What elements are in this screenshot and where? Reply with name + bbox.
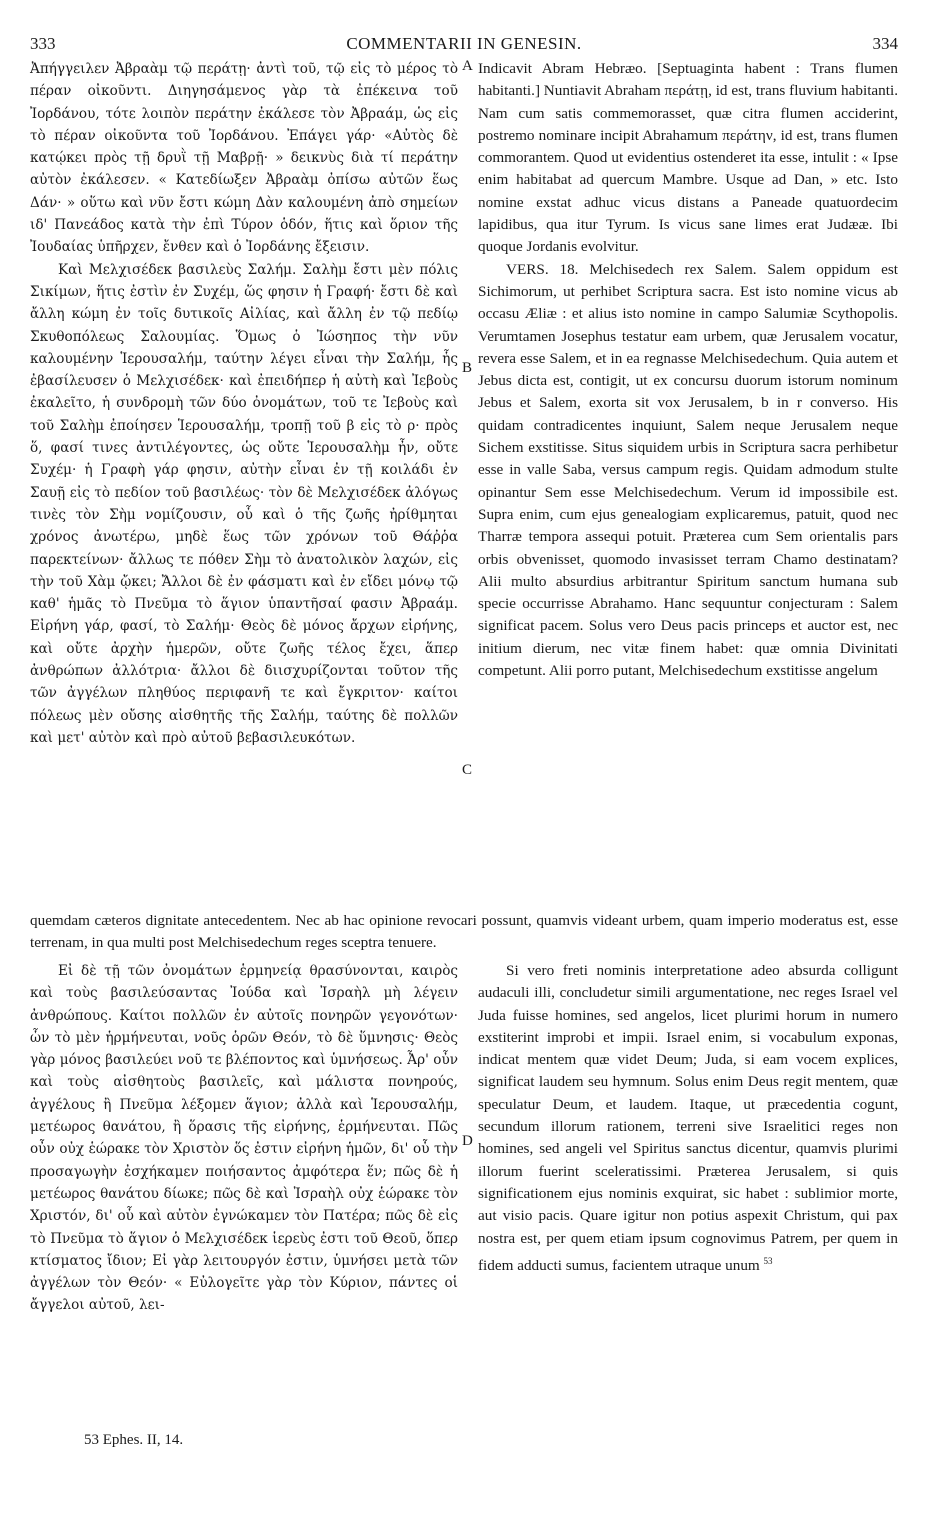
- full-width-latin-lines: quemdam cæteros dignitate antecedentem. Nec ab hac opinione revocari possunt, quamvis videant urbem, quam imperio moderatus est, esse terrenam, in qua multi post Melchisedechum reges sceptra tenuere.: [30, 912, 898, 952]
- footnote: 53 Ephes. II, 14.: [84, 1432, 184, 1448]
- running-header: [30, 34, 898, 58]
- page-number-right: 334: [872, 34, 898, 53]
- greek-column-bottom: [30, 960, 458, 1317]
- latin-column-top: [478, 58, 898, 682]
- page-title: COMMENTARII IN GENESIN.: [346, 34, 582, 53]
- page-number-left: 333: [30, 34, 56, 53]
- greek-paragraph: Εἰ δὲ τῇ τῶν ὀνομάτων ἑρμηνείᾳ θρασύνονται, καιρὸς καὶ τοὺς βασιλεύσαντας Ἰούδα καὶ Ἰσραὴλ μὴ λέγειν ἀνθρώπους. Καίτοι πολλῶν ἐν αὐτοῖς πονηρῶν γεγονότων· ὧν τὸ μὲν ἡρμήνευται, νοῦς ὁρῶν Θεόν, τὸ δὲ ὕμνησις· Θεὸς γὰρ μόνος βασιλεύει νοῦ τε βλέποντος καὶ ὑμνήσεως. Ἆρ' οὖν καὶ τοὺς αἰσθητοὺς βασιλεῖς, καὶ μάλιστα πονηρούς, ἀγγέλους ἢ Πνεῦμα λέξομεν ἅγιον; ἀλλὰ καὶ Ἱερουσαλήμ, μετέωρος θανάτου, ἢ ὅρασις τῆς εἰρήνης, ἑρμήνευται. Πῶς οὖν οὐχ ἑώρακε τὸν Χριστὸν ὅς ἐστιν εἰρήνη ἡμῶν, δι' οὗ τὴν προσαγωγὴν ἐσχήκαμεν ποιήσαντος ἀμφότερα ἕν; πῶς δὲ ἡ μετέωρος θανάτου δίωκε; πῶς δὲ καὶ Ἰσραὴλ οὐχ ἑώρακε τὸν Χριστόν, δι' οὗ καὶ αὐτὸν ἐγνώκαμεν τὸν Πατέρα; πῶς δὲ εἰς τὸ Πνεῦμα τὸ ἅγιον ὁ Μελχισέδεκ ἱερεὺς ἐστι τοῦ Θεοῦ, ὅπερ κτίσματος ἴδιον; Εἰ γὰρ λειτουργόν ἐστιν, ὑμνήσει μετὰ τῶν ἀγγέλων τὸν Θεόν· « Εὐλογεῖτε γὰρ τὸν Κύριον, πάντες οἱ ἄγγελοι αὐτοῦ, λει-: [30, 963, 458, 1314]
- greek-paragraph: Καὶ Μελχισέδεκ βασιλεὺς Σαλήμ. Σαλὴμ ἔστι μὲν πόλις Σικίμων, ἥτις ἐστὶν ἐν Συχέμ, ὥς φησιν ἡ Γραφή· ἔστι δὲ καὶ ἄλλη κώμη ἐν τοῖς δυτικοῖς Αἰλίας, καὶ ἄλλη ἐν τῷ πεδίῳ Σκυθοπόλεως Σαλουμίας. Ὅμως ὁ Ἰώσηπος τὴν νῦν καλουμένην Ἱερουσαλήμ, ταύτην λέγει εἶναι τὴν Σαλήμ, ἧς ἐβασίλευσεν ὁ Μελχισέδεκ· καὶ ἐπειδήπερ ἡ αὐτὴ καὶ Ἰεβοὺς ἐκαλεῖτο, ἡ συνδρομὴ τῶν δύο ὀνομάτων, τοῦ τε Ἰεβοὺς καὶ τοῦ Σαλὴμ ἐποίησεν Ἱερουσαλήμ, τροπῇ τοῦ β εἰς τὸ ρ· πρὸς ὅ, φασί τινες ἀντιλέγοντες, ὡς οὔτε Ἱερουσαλὴμ ἦν, οὔτε Συχέμ· ἡ Γραφὴ γάρ φησιν, αὐτὴν εἶναι ἐν τῇ κοιλάδι ἐν Σαυῇ εἰς τὸ πεδίον τοῦ βασιλέως· τὸν δὲ Μελχισέδεκ ἀλόγως τινὲς τὸν Σὴμ νομίζουσιν, οὗ καὶ ὁ τῆς ζωῆς ἠρίθμηται χρόνος ἀνωτέρω, μηδὲ ἕως τῶν χρόνων τοῦ Θάῤῥα παρεκτείνων· ἄλλως τε πόθεν Σὴμ τὸ ἀνατολικὸν λαχών, εἰς τὴν τοῦ Χὰμ ᾤκει; Ἄλλοι δὲ ἐν φάσματι καὶ ἐν εἴδει μόνῳ τῷ καθ' ἡμᾶς τὸ Πνεῦμα τὸ ἅγιον ὑπαντῆσαί φασιν Ἀβραάμ. Εἰρήνη γάρ, φασί, τὸ Σαλήμ· Θεὸς δὲ μόνος ἄρχων εἰρήνης, καὶ οὔτε ἀρχὴν ἡμερῶν, οὔτε ζωῆς τέλος ἔχει, ἅπερ ἀνθρώπων ἀλλότρια· ἄλλοι δὲ διισχυρίζονται τοῦτον τῆς τῶν ἀγγέλων πληθύος περιφανῆ τε καὶ ἔγκριτον· καίτοι πόλεως μὲν οὔσης αἰσθητῆς τῆς Σαλήμ, ταύτης δὲ πολλῶν καὶ μετ' αὐτὸν καὶ πρὸ αὐτοῦ βεβασιλευκότων.: [30, 261, 458, 746]
- footnote-reference: 53: [763, 1255, 773, 1266]
- latin-paragraph: Si vero freti nominis interpretatione adeo absurda colligunt audaculi illi, concludetur simili argumentatione, nec reges Israel vel Juda fuisse homines, sed angelos, licet plurimi horum in numero exstiterint improbi et impii. Israel enim, si vocabulum exponas, indicat mentem quæ videt Deum; Juda, si eam vocem explices, significat laudem seu hymnum. Solus enim Deus regit mentem, quæ speculatur Deum, et laudem. Itaque, ut præcedentia cogunt, secundum illorum rationem, terreni sive Israelitici reges non homines, sed angeli vel Spiritus sanctus dicentur, quamvis plurimi illorum fuerint sceleratissimi. Præterea Jerusalem, si quis significationem ejus nominis exquirat, sic habet : sublimior morte, aut visio pacis. Quare igitur non potius aspexit Christum, qui pax nostra est, per quem etiam ipsum cognovimus Patrem, per quem in fidem adducti sumus, facientem utraque unum: [478, 962, 898, 1274]
- margin-mark-c: C: [462, 762, 473, 778]
- greek-column-top: [30, 58, 458, 749]
- latin-paragraph: Indicavit Abram Hebræo. [Septuaginta habent : Trans flumen habitanti.] Nuntiavit Abraham περάτῃ, id est, trans fluvium habitanti. Nam cum satis commemorasset, quæ citra flumen acciderint, postremo nominare incipit Abrahamum περάτην, id est, trans flumen commorantem. Quod ut evidentius ostenderet ita esse, intulit : « Ipse enim habitabat ad quercum Mambre. Usque ad Dan, » etc. Isto nomine exstat adhuc vicus distans a Paneade quatuordecim lapidibus, qua itur Tyrum. Is vicus sane limes erat Judææ. Ibi quoque Jordanis evolvitur.: [478, 60, 898, 256]
- latin-paragraph: VERS. 18. Melchisedech rex Salem. Salem oppidum est Sichimorum, ut perhibet Scriptura sacra. Est isto nomine vicus ab occasu Æliæ : et alius isto nomine in campo Salumiæ Scythopolis. Verumtamen Josephus testatur eam urbem, quæ Jerusalem vocatur, revera esse Salem, et in ea regnasse Melchisedechum. Quia autem et Jebus dicta est, contigit, ut ex concursu duorum istorum nominum Jebus et Salem, exorta sit vox Jerusalem, b in r converso. His quidam contradicentes inquiunt, Salem neque Jerusalem neque Sichem exstitisse. Situs siquidem urbis in Scriptura sacra perhibetur esse in valle Saba, versus campum regis. Quidam admodum stulte opinantur Sem esse Melchisedechum. Verum id impossibile est. Supra enim, cum ejus genealogiam explicaremus, patuit, quod nec Tharræ tempora assequi potuit. Præterea cum Sem orientalis pars orbis obvenisset, quomodo invasisset terram Chamo destinatam? Alii multo absurdius arbitrantur Spiritum sanctum humana sub specie occurrisse Abrahamo. Hanc sequuntur conjecturam : Salem significat pacem. Solus vero Deus pacis princeps et auctor est, nec initium dierum, nec vitæ finem habet: quæ omnia Divinitati competunt. Alii porro putant, Melchisedechum exstitisse angelum: [478, 260, 898, 680]
- latin-column-bottom: [478, 960, 898, 1277]
- margin-mark-d: D: [462, 1133, 473, 1149]
- greek-paragraph: Ἀπήγγειλεν Ἀβραὰμ τῷ περάτῃ· ἀντὶ τοῦ, τῷ εἰς τὸ μέρος τὸ πέραν οἰκοῦντι. Διηγησάμενος γὰρ τὰ ἐπέκεινα τοῦ Ἰορδάνου, τότε λοιπὸν περάτην ἐκάλεσε τὸν Ἀβραάμ, ὡς εἰς τὸ πέραν οἰκοῦντα τοῦ Ἰορδάνου. Ἐπάγει γάρ· «Αὐτὸς δὲ κατῴκει πρὸς τῇ δρυῒ τῇ Μαβρῇ· » δεικνὺς διὰ τί περάτην αὐτὸν ἐκάλεσεν. « Κατεδίωξεν Ἀβραὰμ ὀπίσω αὐτῶν ἕως Δάν· » οὕτω καὶ νῦν ἔστι κώμη Δὰν καλουμένη ἀπὸ σημείων ιδ' Πανεάδος κατὰ τὴν ἐπὶ Τύρον ὁδόν, ἥτις καὶ ὅριον τῆς Ἰουδαίας ὑπῆρχεν, ἔνθεν καὶ ὁ Ἰορδάνης ἔξεισιν.: [30, 61, 458, 256]
- margin-mark-b: B: [462, 360, 473, 376]
- margin-mark-a: A: [462, 58, 473, 74]
